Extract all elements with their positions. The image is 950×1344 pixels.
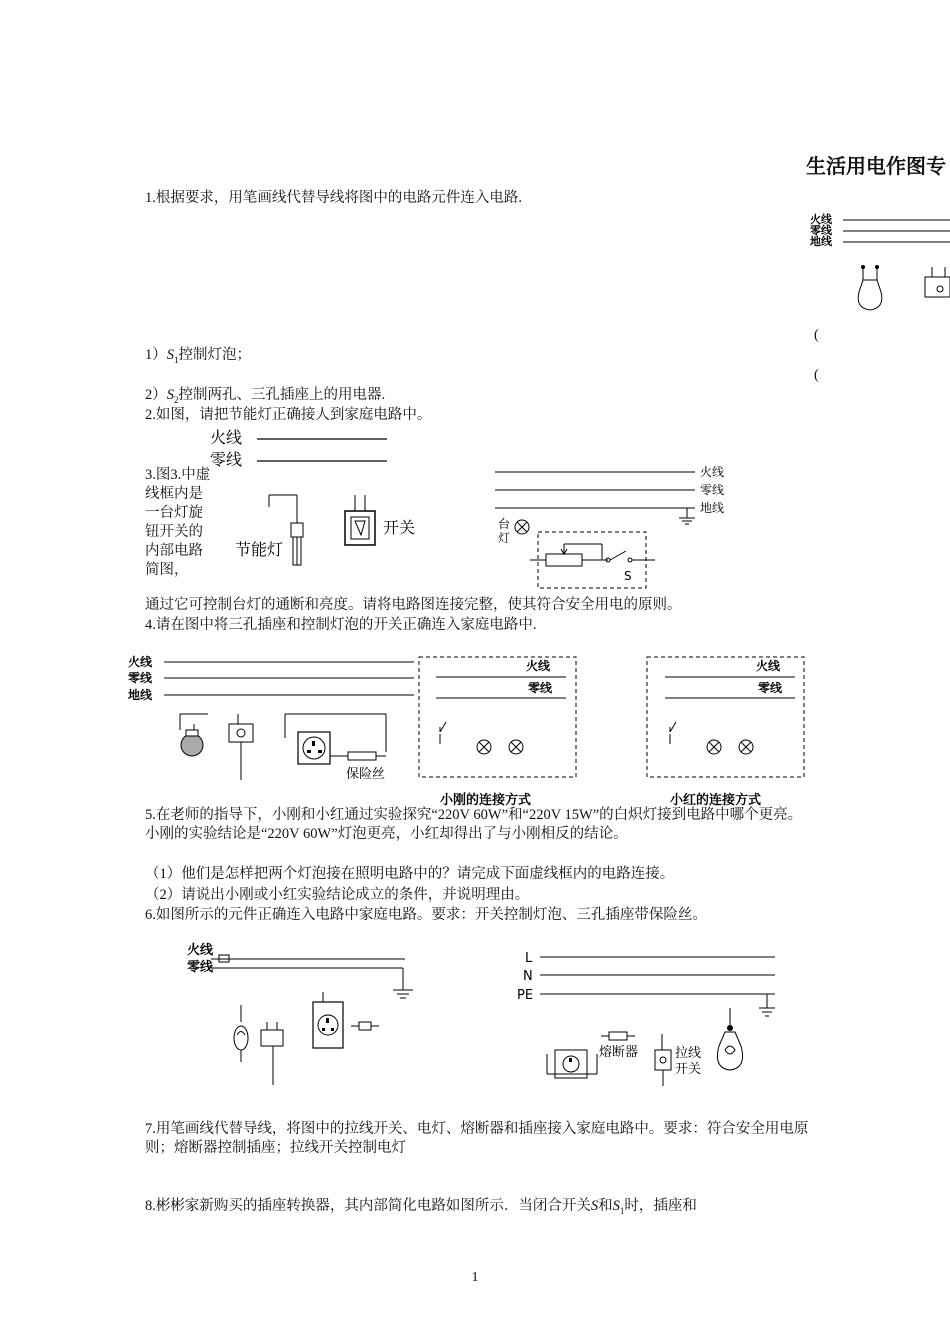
q3-ground-icon [679, 508, 695, 524]
q4-box1-lamp-a-icon [477, 740, 491, 754]
q3-lamp-icon [515, 520, 529, 534]
q6-text: 6.如图所示的元件正确连入电路中家庭电路。要求：开关控制灯泡、三孔插座带保险丝。 [145, 907, 707, 923]
right-ground-label: 地线 [810, 235, 832, 248]
right-switch-icon [925, 267, 950, 297]
q4-box2 [647, 657, 804, 777]
page-number: 1 [471, 1270, 479, 1285]
q3-lamp-label-1: 台 [498, 517, 511, 531]
page-title: 生活用电作图专 [806, 154, 946, 178]
q4-box1-caption: 小刚的连接方式 [440, 793, 532, 808]
q2-neutral-label: 零线 [210, 450, 243, 469]
q7-pull-switch-label-1: 拉线 [675, 1046, 702, 1061]
q7-bulb-icon [717, 1008, 742, 1070]
q4-bulb-icon [180, 714, 208, 756]
q2-switch-icon [345, 495, 375, 545]
right-live-label: 火线 [810, 213, 832, 226]
right-paren-2: ( [814, 367, 819, 383]
q2-live-label: 火线 [210, 428, 243, 447]
q7-fuse-icon [601, 1032, 635, 1040]
q4-ground-label: 地线 [128, 688, 153, 702]
q2-diagram [205, 425, 435, 575]
q7-pull-switch-label-2: 开关 [675, 1062, 702, 1077]
q4-box2-caption: 小红的连接方式 [670, 793, 762, 808]
q3-text-cont: 通过它可控制台灯的通断和亮度。请将电路图连接完整，使其符合安全用电的原则。 [145, 597, 682, 613]
q5-sub2: （2）请说出小刚或小红实验结论成立的条件，并说明理由。 [145, 887, 530, 903]
q3-switch-label: S [624, 569, 632, 583]
q8-text: 8.彬彬家新购买的插座转换器，其内部简化电路如图所示．当闭合开关S和$S_1$时，插座和 [145, 1198, 697, 1216]
q4-diagram [128, 652, 818, 810]
q6-neutral-label: 零线 [187, 960, 214, 975]
q3-rheostat-icon [530, 544, 608, 566]
q1-item2: $2)S_2$控制两孔、三孔插座上的用电器. [145, 387, 386, 405]
q3-diagram [490, 460, 740, 595]
q4-box1-live: 火线 [526, 659, 551, 673]
q7-socket-icon [547, 1050, 597, 1078]
q2-lamp-label: 节能灯 [235, 540, 284, 559]
q7-L-label: L [525, 951, 533, 966]
q5-text: 5.在老师的指导下，小刚和小红通过实验探究“220V 60W”和“220V 15W”的白炽灯接到电路中哪个更亮。小刚的实验结论是“220V 60W”灯泡更亮，小红却得出了与小刚相反的结论。 [145, 807, 803, 842]
q2-text: 2.如图，请把节能灯正确接人到家庭电路中。 [145, 407, 432, 423]
q3-lamp-label-2: 灯 [498, 531, 511, 545]
q5-sub1: （1）他们是怎样把两个灯泡接在照明电路中的？请完成下面虚线框内的电路连接。 [145, 866, 675, 882]
q4-box2-lamp-a-icon [707, 740, 721, 754]
q7-PE-label: PE [517, 988, 534, 1003]
q7-pull-switch-icon [655, 1034, 671, 1086]
q4-box2-live: 火线 [756, 659, 781, 673]
q6-socket-icon [313, 992, 343, 1048]
q7-text: 7.用笔画线代替导线，将图中的拉线开关、电灯、熔断器和插座接入家庭电路中。要求：符合安全用电原则；熔断器控制插座；拉线开关控制电灯 [145, 1121, 809, 1156]
q7-N-label: N [523, 969, 533, 984]
q7-ground-icon [759, 1008, 775, 1016]
right-panel-diagram [805, 212, 950, 322]
q4-box1 [419, 657, 576, 777]
q7-fuse-label: 熔断器 [599, 1045, 639, 1060]
q3-live-label: 火线 [700, 465, 725, 479]
q4-box1-switch-icon [440, 722, 446, 744]
q4-box1-neutral: 零线 [528, 681, 553, 695]
q1-item1: $1)S_1$控制灯泡； [145, 347, 251, 365]
q4-switch-icon [229, 714, 253, 780]
q3-text-side: 3.图3.中虚线框内是一台灯旋钮开关的内部电路简图， [145, 467, 211, 578]
q1-text: 1.根据要求，用笔画线代替导线将图中的电路元件连入电路. [145, 190, 522, 206]
q3-ground-label: 地线 [700, 501, 725, 515]
q2-switch-label: 开关 [383, 518, 416, 537]
q6-bulb-icon [234, 1005, 248, 1062]
q6-live-label: 火线 [187, 943, 214, 958]
q4-box2-lamp-b-icon [739, 740, 753, 754]
q6-ground-icon [393, 990, 413, 998]
q6-fuse-icon [351, 1022, 379, 1030]
q4-fuse-label: 保险丝 [346, 767, 386, 782]
right-bulb-icon [858, 265, 882, 310]
right-neutral-label: 零线 [810, 224, 832, 237]
q3-switch-icon [606, 551, 655, 562]
q4-text: 4.请在图中将三孔插座和控制灯泡的开关正确连入家庭电路中. [145, 617, 537, 633]
q4-box2-switch-icon [670, 722, 676, 744]
q6-switch-icon [261, 1022, 283, 1085]
q3-neutral-label: 零线 [700, 483, 725, 497]
right-paren-1: ( [814, 327, 819, 343]
q4-box1-lamp-b-icon [509, 740, 523, 754]
q4-fuse-icon [330, 752, 386, 760]
q6-diagram [185, 940, 425, 1090]
q4-box2-neutral: 零线 [758, 681, 783, 695]
q4-neutral-label: 零线 [128, 671, 153, 685]
q7-diagram [515, 946, 785, 1086]
q4-live-label: 火线 [128, 655, 153, 669]
